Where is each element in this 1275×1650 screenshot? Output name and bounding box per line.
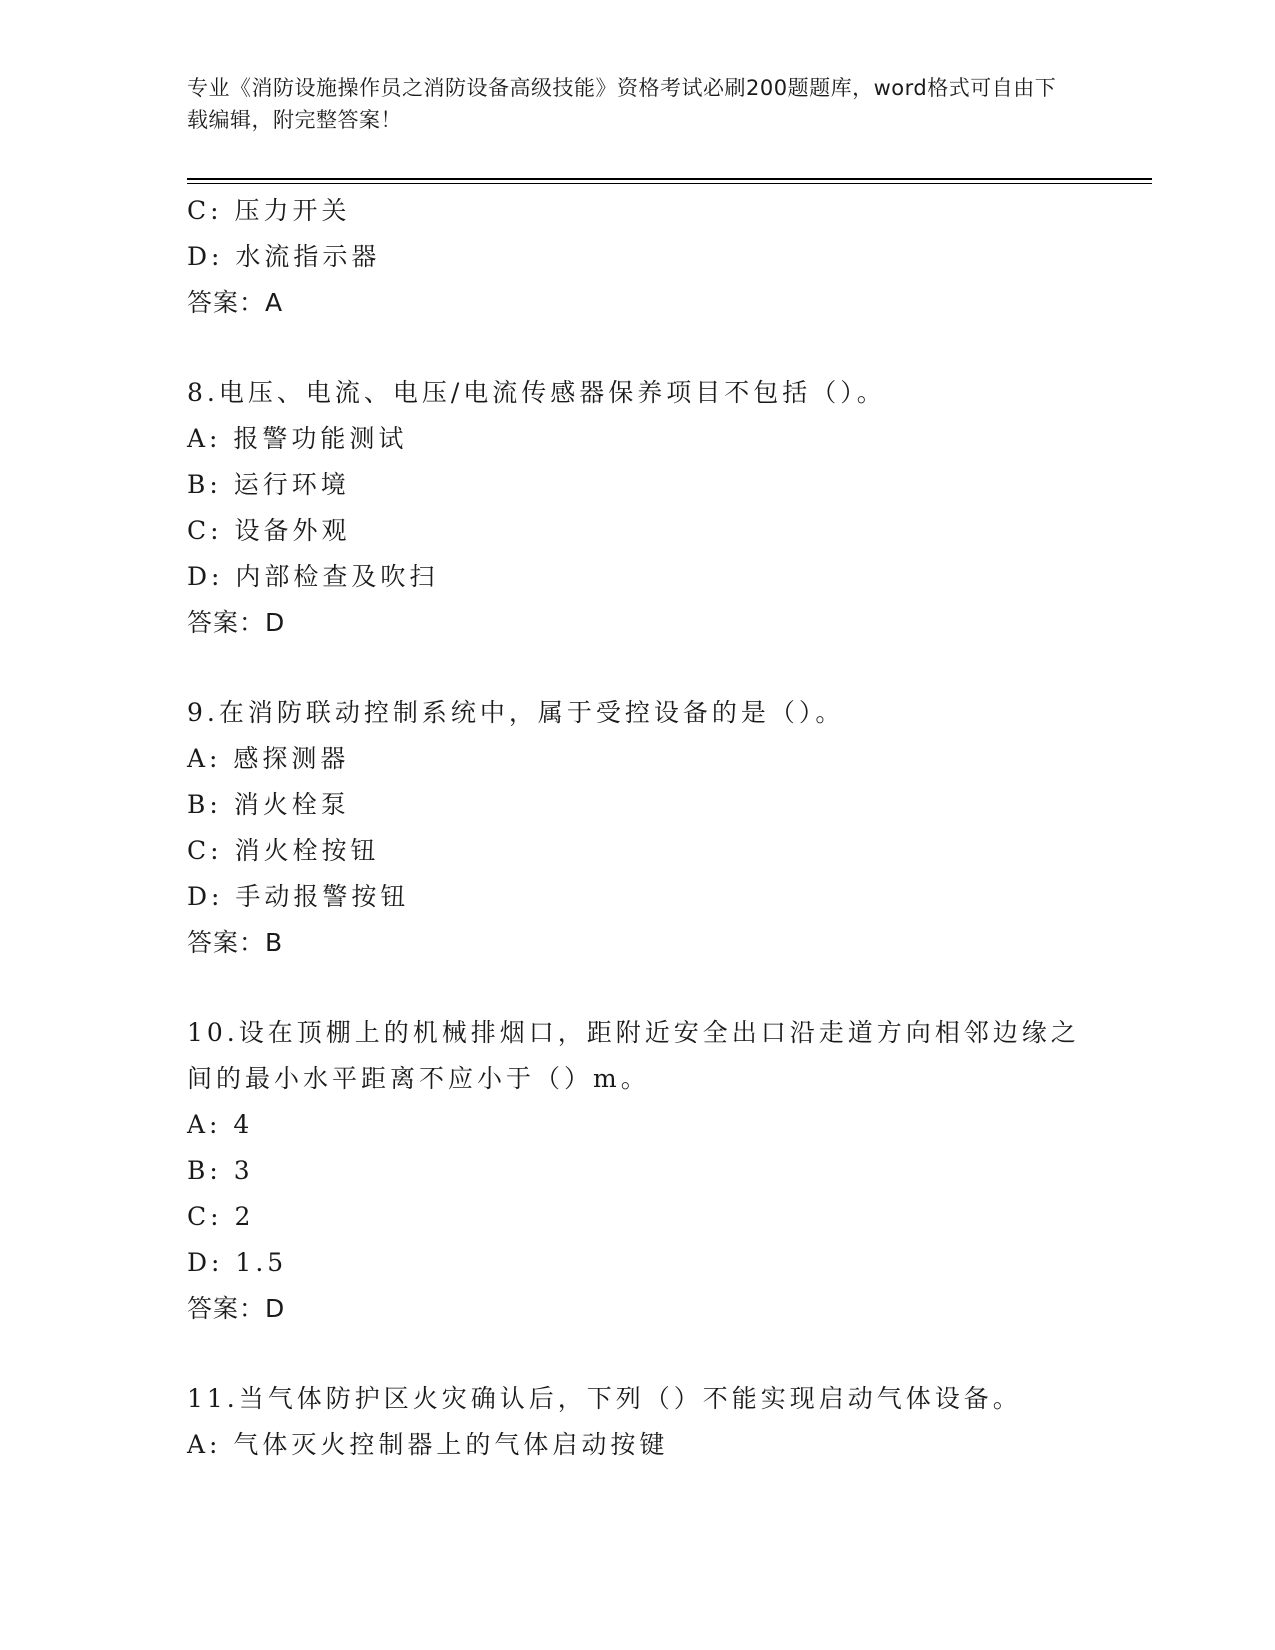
option-a: A: 气体灭火控制器上的气体启动按键 [187, 1430, 669, 1459]
option-b: B: 运行环境 [187, 470, 350, 499]
answer-line: 答案：A [187, 288, 284, 317]
option-d: D: 手动报警按钮 [187, 882, 410, 911]
answer-line: 答案：D [187, 1294, 286, 1323]
question-10 [187, 1010, 1087, 1332]
option-d: D: 内部检查及吹扫 [187, 562, 439, 591]
question-stem: 8.电压、电流、电压/电流传感器保养项目不包括（）。 [187, 378, 886, 407]
question-8 [187, 370, 1087, 646]
option-c: C: 消火栓按钮 [187, 836, 380, 865]
answer-line: 答案：D [187, 608, 286, 637]
question-stem: 11.当气体防护区火灾确认后，下列（）不能实现启动气体设备。 [187, 1384, 1022, 1413]
question-content [187, 188, 1087, 1468]
option-d: D: 1.5 [187, 1248, 288, 1277]
option-a: A: 感探测器 [187, 744, 350, 773]
option-c: C: 设备外观 [187, 516, 351, 545]
option-b: B: 消火栓泵 [187, 790, 350, 819]
question-11 [187, 1376, 1087, 1468]
option-a: A: 4 [187, 1110, 254, 1139]
option-a: A: 报警功能测试 [187, 424, 408, 453]
option-c: C: 2 [187, 1202, 255, 1231]
question-stem: 9.在消防联动控制系统中，属于受控设备的是（）。 [187, 698, 845, 727]
question-stem: 10.设在顶棚上的机械排烟口，距附近安全出口沿走道方向相邻边缘之间的最小水平距离不应小于（）m。 [187, 1018, 1080, 1093]
document-header: 专业《消防设施操作员之消防设备高级技能》资格考试必刷200题题库，word格式可自由下载编辑，附完整答案！ [187, 76, 1057, 132]
option-c: C: 压力开关 [187, 196, 351, 225]
header-rule-thick [187, 178, 1152, 180]
question-9 [187, 690, 1087, 966]
option-d: D: 水流指示器 [187, 242, 381, 271]
option-b: B: 3 [187, 1156, 254, 1185]
header-rule-thin [187, 183, 1152, 184]
answer-line: 答案：B [187, 928, 284, 957]
